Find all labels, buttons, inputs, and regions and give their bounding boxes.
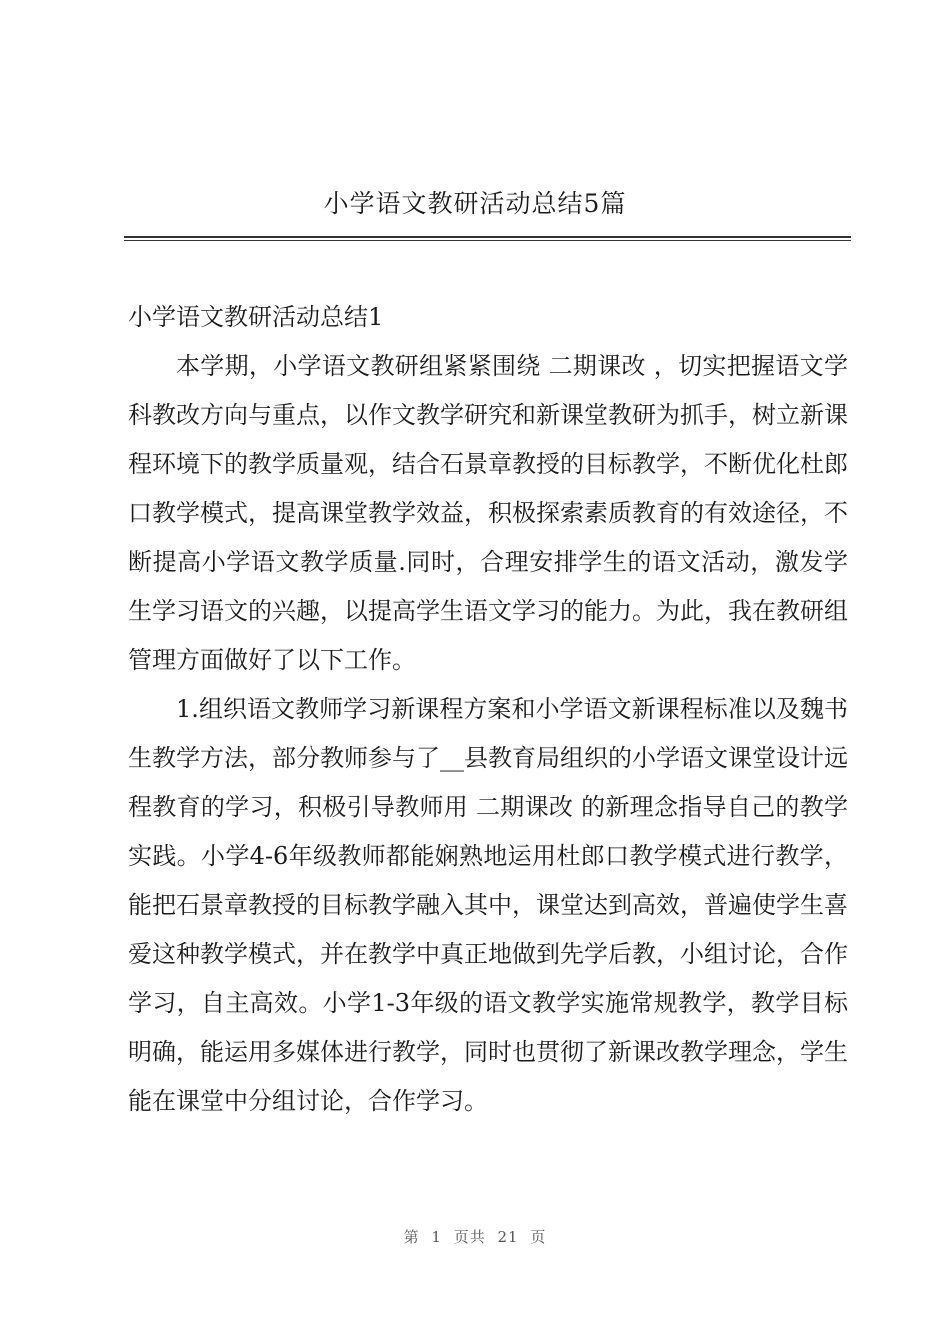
document-body: [128, 293, 848, 1126]
section-title: 小学语文教研活动总结1: [128, 303, 384, 331]
paragraph-item-1: 1.组织语文教师学习新课程方案和小学语文新课程标准以及魏书生教学方法，部分教师参与了__县教育局组织的小学语文课堂设计远程教育的学习，积极引导教师用 二期课改 的新理念指导自己的教学实践。小学4-6年级教师都能娴熟地运用杜郎口教学模式进行教学，能把石景章教授的目标教学融入其中，课堂达到高效，普遍使学生喜爱这种教学模式，并在教学中真正地做到先学后教，小组讨论，合作学习，自主高效。小学1-3年级的语文教学实施常规教学，教学目标明确，能运用多媒体进行教学，同时也贯彻了新课改教学理念，学生能在课堂中分组讨论，合作学习。: [128, 695, 848, 1115]
paragraph-intro: 本学期，小学语文教研组紧紧围绕 二期课改 ，切实把握语文学科教改方向与重点，以作文教学研究和新课堂教研为抓手，树立新课程环境下的教学质量观，结合石景章教授的目标教学，不断优化杜郎口教学模式，提高课堂教学效益，积极探索素质教育的有效途径，不断提高小学语文教学质量.同时，合理安排学生的语文活动，激发学生学习语文的兴趣，以提高学生语文学习的能力。为此，我在教研组管理方面做好了以下工作。: [128, 352, 848, 674]
document-title: 小学语文教研活动总结5篇: [323, 189, 627, 218]
header-rule: [124, 236, 851, 242]
page-footer: 第 1 页共 21 页: [403, 1228, 547, 1246]
header-rule-thin: [124, 240, 851, 241]
header-rule-thick: [124, 236, 851, 238]
